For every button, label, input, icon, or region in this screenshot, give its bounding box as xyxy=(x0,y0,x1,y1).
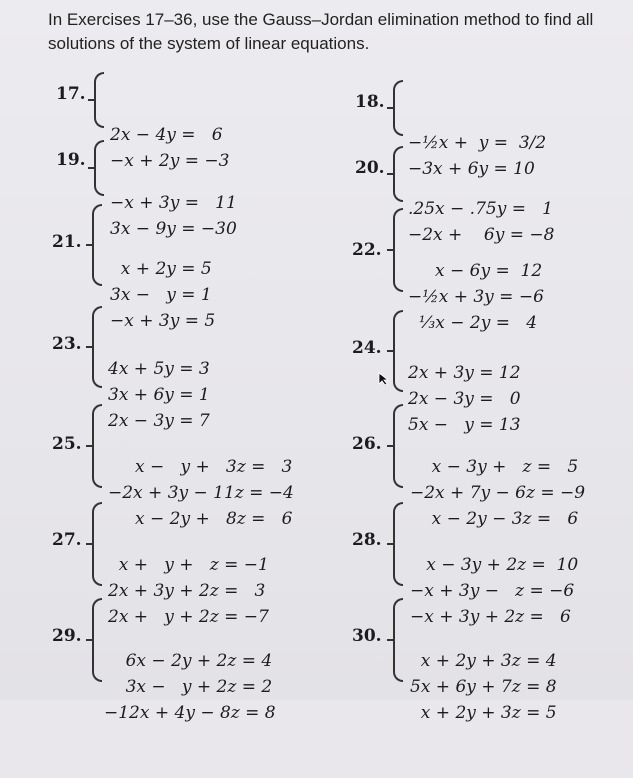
equation-line: x − 3y + z = 5 xyxy=(410,457,579,477)
equation-line: x − 2y + 8z = 6 xyxy=(108,509,293,529)
exercise-number: 24. xyxy=(352,338,382,358)
equation-line: −x + 3y + 2z = 6 xyxy=(410,607,571,627)
exercise-number: 23. xyxy=(52,334,82,354)
equation-line: 2x − 4y = 6 xyxy=(110,125,223,145)
brace xyxy=(393,598,403,682)
equation-line: −2x + 7y − 6z = −9 xyxy=(410,483,586,503)
mouse-pointer-icon xyxy=(378,372,392,386)
equation-line: −x + 3y = 5 xyxy=(110,311,216,331)
equation-line: 5x − y = 13 xyxy=(408,415,521,435)
exercise-number: 28. xyxy=(352,530,382,550)
equation-line: x − 2y − 3z = 6 xyxy=(410,509,579,529)
equation-line: x + 2y + 3z = 5 xyxy=(410,703,557,723)
exercise-number: 17. xyxy=(56,84,86,104)
equation-line: 2x + y + 2z = −7 xyxy=(108,607,269,627)
brace xyxy=(393,80,403,136)
brace xyxy=(94,72,104,128)
equation-line: ⅓x − 2y = 4 xyxy=(408,313,538,333)
brace xyxy=(393,208,403,292)
equation-line: −x + 2y = −3 xyxy=(110,151,230,171)
equation-line: .25x − .75y = 1 xyxy=(408,199,553,219)
brace xyxy=(393,146,403,202)
brace xyxy=(393,502,403,586)
brace xyxy=(393,404,403,488)
brace xyxy=(92,502,102,586)
equation-line: 3x − y + 2z = 2 xyxy=(104,677,273,697)
exercise-number: 27. xyxy=(52,530,82,550)
equation-line: x + y + z = −1 xyxy=(108,555,269,575)
equation-line: −2x + 3y − 11z = −4 xyxy=(108,483,294,503)
equation-line: −3x + 6y = 10 xyxy=(408,159,535,179)
brace xyxy=(393,310,403,392)
equation-line: 3x − 9y = −30 xyxy=(110,219,237,239)
equation-line: −x + 3y = 11 xyxy=(110,193,237,213)
equation-line: 4x + 5y = 3 xyxy=(108,359,210,379)
brace xyxy=(92,404,102,488)
equation-line: 3x − y = 1 xyxy=(110,285,212,305)
instructions: In Exercises 17–36, use the Gauss–Jordan elimination method to find all solutions of the system of linear equations. xyxy=(48,10,594,53)
equation-line: −12x + 4y − 8z = 8 xyxy=(104,703,276,723)
equations xyxy=(410,596,557,778)
equation-line: 2x − 3y = 7 xyxy=(108,411,210,431)
equation-line: 2x + 3y + 2z = 3 xyxy=(108,581,266,601)
exercise-number: 22. xyxy=(352,240,382,260)
equation-line: 5x + 6y + 7z = 8 xyxy=(410,677,557,697)
equation-line: x − y + 3z = 3 xyxy=(108,457,293,477)
brace xyxy=(92,204,102,286)
equation-line: x + 2y + 3z = 4 xyxy=(410,651,557,671)
brace xyxy=(94,140,104,196)
brace xyxy=(92,598,102,682)
exercise-number: 18. xyxy=(355,92,385,112)
equation-line: x + 2y = 5 xyxy=(110,259,212,279)
equation-line: −½x + y = 3/2 xyxy=(408,133,547,153)
equations xyxy=(104,596,276,778)
exercise-number: 19. xyxy=(56,150,86,170)
exercise-number: 29. xyxy=(52,626,82,646)
exercise-number: 20. xyxy=(355,158,385,178)
exercise-number: 26. xyxy=(352,434,382,454)
brace xyxy=(92,306,102,388)
equation-line: −2x + 6y = −8 xyxy=(408,225,555,245)
equation-line: −x + 3y − z = −6 xyxy=(410,581,575,601)
equation-line: 2x + 3y = 12 xyxy=(408,363,521,383)
exercise-number: 25. xyxy=(52,434,82,454)
equation-line: x − 3y + 2z = 10 xyxy=(410,555,579,575)
equation-line: 3x + 6y = 1 xyxy=(108,385,210,405)
equation-line: −½x + 3y = −6 xyxy=(408,287,544,307)
exercise-number: 21. xyxy=(52,232,82,252)
equation-line: x − 6y = 12 xyxy=(408,261,543,281)
exercise-number: 30. xyxy=(352,626,382,646)
equation-line: 6x − 2y + 2z = 4 xyxy=(104,651,273,671)
equation-line: 2x − 3y = 0 xyxy=(408,389,521,409)
